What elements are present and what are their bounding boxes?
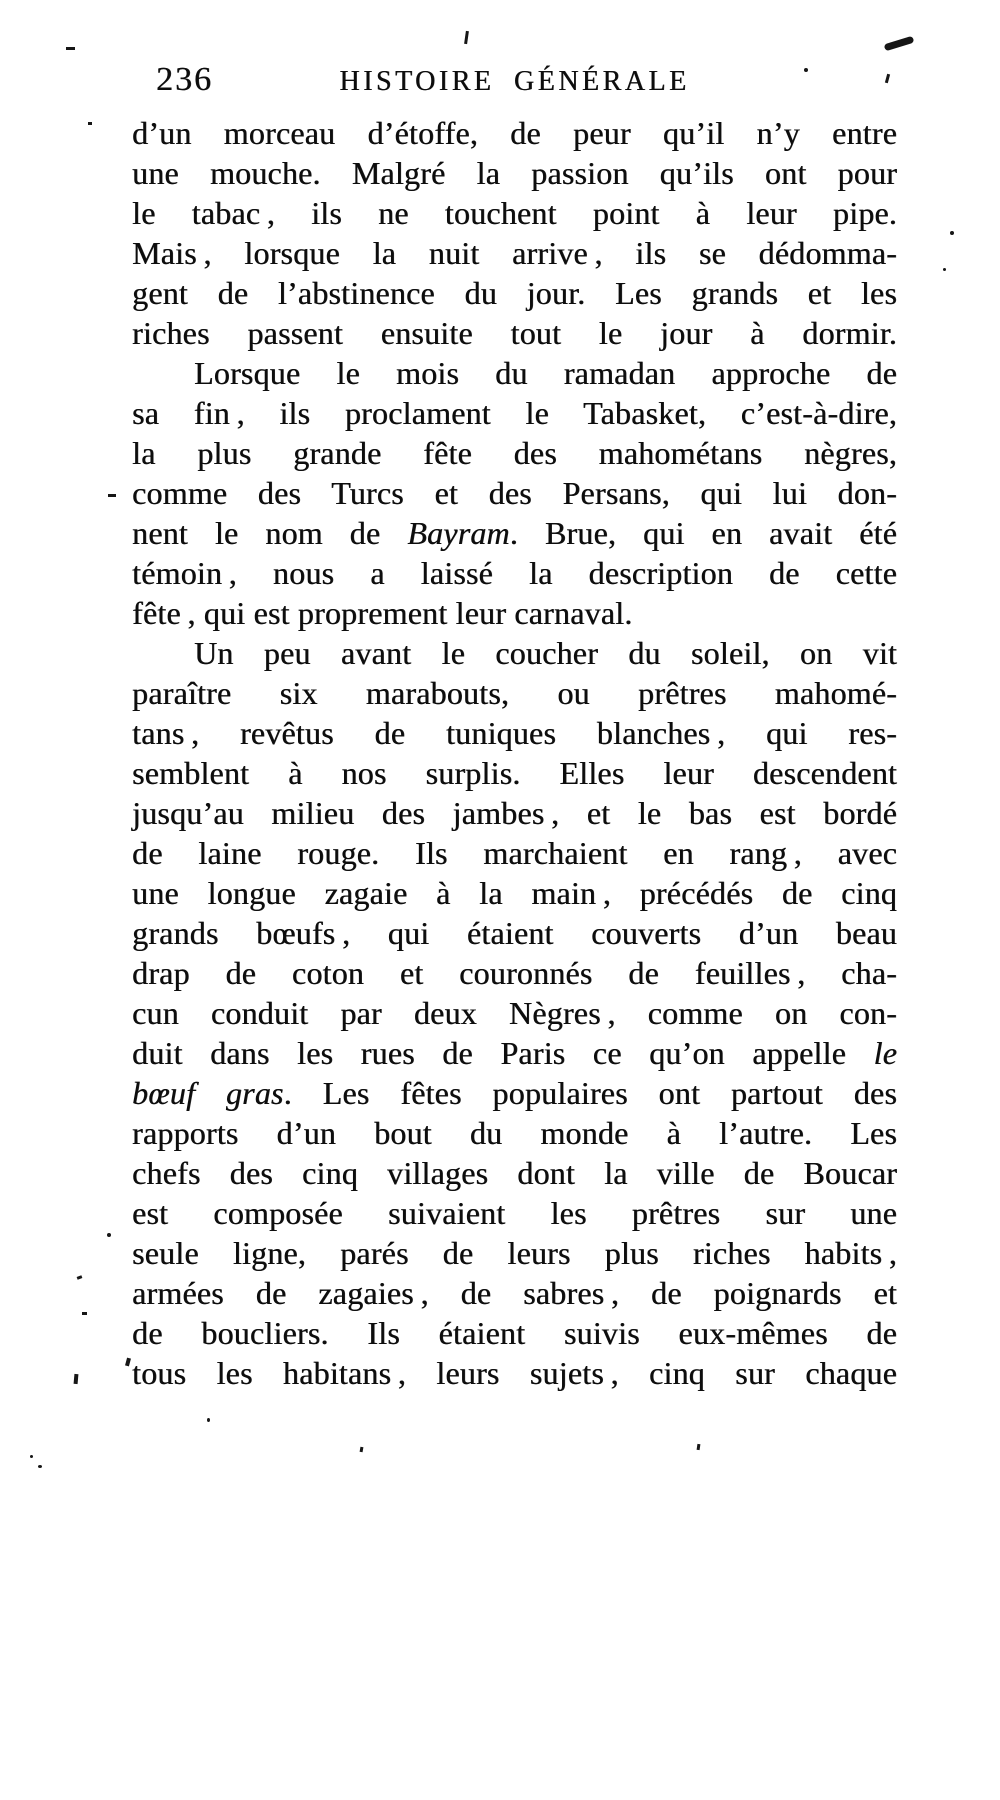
page-body <box>132 113 897 1393</box>
text-line: armées de zagaies , de sabres , de poignards et <box>132 1275 897 1311</box>
paragraph <box>132 353 897 633</box>
ink-speck <box>884 36 915 51</box>
text-line: semblent à nos surplis. Elles leur descendent <box>132 755 897 791</box>
text-line: gent de l’abstinence du jour. Les grands et les <box>132 275 897 311</box>
text-line: bœuf gras. Les fêtes populaires ont partout des <box>132 1075 897 1111</box>
text-line: riches passent ensuite tout le jour à dormir. <box>132 315 897 351</box>
text-line: grands bœufs , qui étaient couverts d’un beau <box>132 915 897 951</box>
text-line: une mouche. Malgré la passion qu’ils ont pour <box>132 155 897 191</box>
ink-speck <box>30 1455 33 1458</box>
text-line: Mais , lorsque la nuit arrive , ils se dédomma- <box>132 235 897 271</box>
ink-speck <box>207 1418 210 1422</box>
paragraph <box>132 113 897 353</box>
text-line: une longue zagaie à la main , précédés de cinq <box>132 875 897 911</box>
ink-speck <box>88 122 92 125</box>
ink-speck <box>107 1233 111 1237</box>
text-line: duit dans les rues de Paris ce qu’on appelle le <box>132 1035 897 1071</box>
text-line: fête , qui est proprement leur carnaval. <box>132 595 633 631</box>
text-line: jusqu’au milieu des jambes , et le bas est bordé <box>132 795 897 831</box>
ink-speck <box>108 494 116 497</box>
ink-speck <box>464 31 469 44</box>
ink-speck <box>74 1374 79 1384</box>
text-line: cun conduit par deux Nègres , comme on con- <box>132 995 897 1031</box>
ink-speck <box>943 268 946 271</box>
text-line: témoin , nous a laissé la description de cette <box>132 555 897 591</box>
paragraph <box>132 633 897 1393</box>
text-line: Lorsque le mois du ramadan approche de <box>194 355 897 391</box>
ink-speck <box>360 1447 364 1452</box>
text-line: seule ligne, parés de leurs plus riches habits , <box>132 1235 897 1271</box>
text-line: paraître six marabouts, ou prêtres mahomé- <box>132 675 897 711</box>
ink-speck <box>66 47 75 50</box>
ink-speck <box>804 68 808 72</box>
text-line: drap de coton et couronnés de feuilles , cha- <box>132 955 897 991</box>
text-line: d’un morceau d’étoffe, de peur qu’il n’y entre <box>132 115 897 151</box>
text-line: tous les habitans , leurs sujets , cinq sur chaque <box>132 1355 897 1391</box>
text-line: nent le nom de Bayram. Brue, qui en avait été <box>132 515 897 551</box>
text-line: sa fin , ils proclament le Tabasket, c’est-à-dire, <box>132 395 897 431</box>
ink-speck <box>77 1275 83 1280</box>
page-header <box>132 60 897 100</box>
text-line: comme des Turcs et des Persans, qui lui don- <box>132 475 897 511</box>
text-line: de boucliers. Ils étaient suivis eux-mêmes de <box>132 1315 897 1351</box>
text-line: est composée suivaient les prêtres sur une <box>132 1195 897 1231</box>
ink-speck <box>697 1444 701 1450</box>
text-line: tans , revêtus de tuniques blanches , qui res- <box>132 715 897 751</box>
ink-speck <box>125 1358 131 1367</box>
text-line: Un peu avant le coucher du soleil, on vit <box>194 635 897 671</box>
page-number: 236 <box>156 61 213 98</box>
running-title: HISTOIRE GÉNÉRALE <box>339 66 690 97</box>
text-line: rapports d’un bout du monde à l’autre. Les <box>132 1115 897 1151</box>
ink-speck <box>82 1312 87 1315</box>
text-line: le tabac , ils ne touchent point à leur pipe. <box>132 195 897 231</box>
ink-speck <box>38 1465 42 1468</box>
text-line: la plus grande fête des mahométans nègres, <box>132 435 897 471</box>
ink-speck <box>950 231 954 235</box>
text-line: de laine rouge. Ils marchaient en rang , avec <box>132 835 897 871</box>
text-line: chefs des cinq villages dont la ville de Boucar <box>132 1155 897 1191</box>
